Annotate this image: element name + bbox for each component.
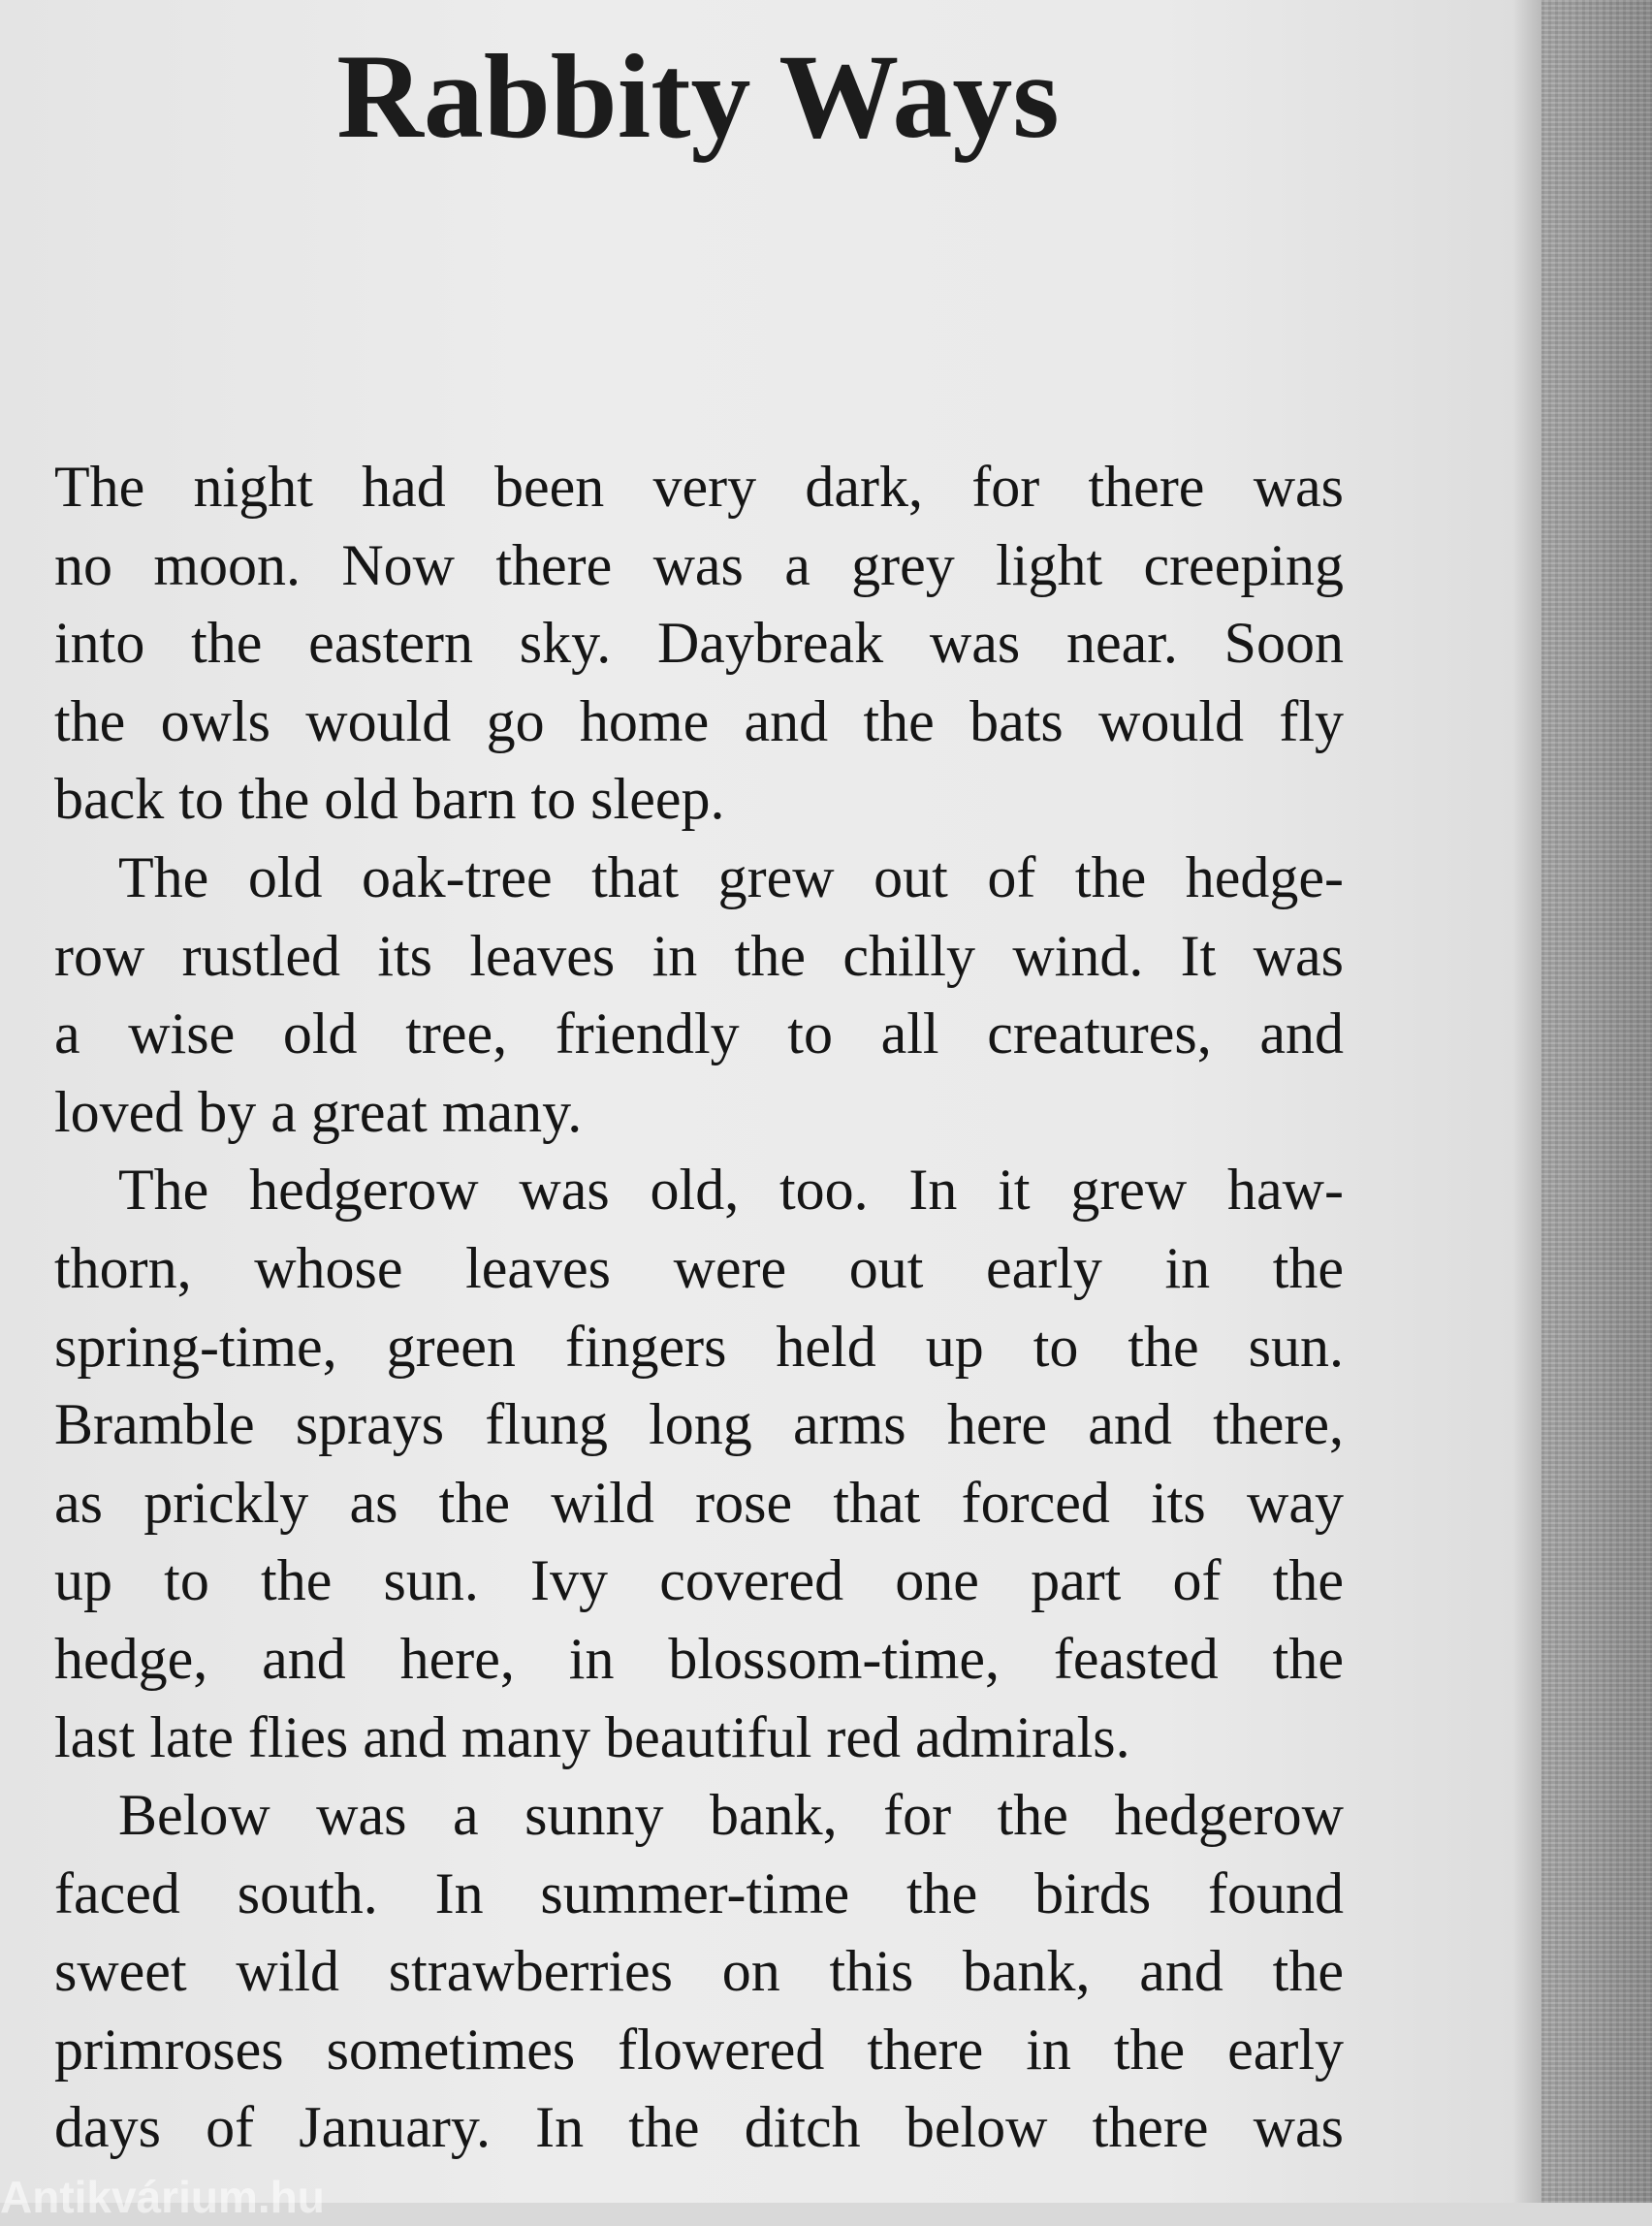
text-line: into the eastern sky. Daybreak was near. Soon <box>54 611 1344 676</box>
text-line: the owls would go home and the bats would fly <box>54 688 1344 753</box>
text-line: up to the sun. Ivy covered one part of the <box>54 1548 1344 1613</box>
text-line: back to the old barn to sleep. <box>54 767 725 832</box>
page-fold-shadow <box>1512 0 1545 2203</box>
text-line: as prickly as the wild rose that forced its way <box>54 1470 1344 1535</box>
text-line: thorn, whose leaves were out early in the <box>54 1235 1344 1300</box>
chapter-title: Rabbity Ways <box>336 30 1060 163</box>
text-line: sweet wild strawberries on this bank, and the <box>54 1939 1344 2004</box>
text-line: The old oak-tree that grew out of the hedge- <box>118 844 1344 909</box>
text-line: loved by a great many. <box>54 1079 583 1144</box>
watermark: Antikvárium.hu <box>0 2172 325 2222</box>
text-line: The night had been very dark, for there was <box>54 455 1344 519</box>
text-line: Bramble sprays flung long arms here and there, <box>54 1392 1344 1457</box>
text-line: no moon. Now there was a grey light creeping <box>54 532 1344 597</box>
text-line: faced south. In summer-time the birds found <box>54 1860 1344 1925</box>
book-spine <box>1541 0 1652 2203</box>
body-text <box>54 448 1344 2167</box>
text-line: spring-time, green fingers held up to the sun. <box>54 1314 1344 1379</box>
text-line: last late flies and many beautiful red admirals. <box>54 1704 1130 1769</box>
text-line: Below was a sunny bank, for the hedgerow <box>118 1783 1344 1848</box>
text-line: hedge, and here, in blossom-time, feasted the <box>54 1626 1344 1691</box>
text-line: primroses sometimes flowered there in the early <box>54 2017 1344 2082</box>
text-line: days of January. In the ditch below there was <box>54 2095 1344 2160</box>
text-line: a wise old tree, friendly to all creatures, and <box>54 1002 1344 1066</box>
text-line: The hedgerow was old, too. In it grew haw- <box>118 1158 1344 1223</box>
text-line: row rustled its leaves in the chilly wind. It was <box>54 923 1344 988</box>
